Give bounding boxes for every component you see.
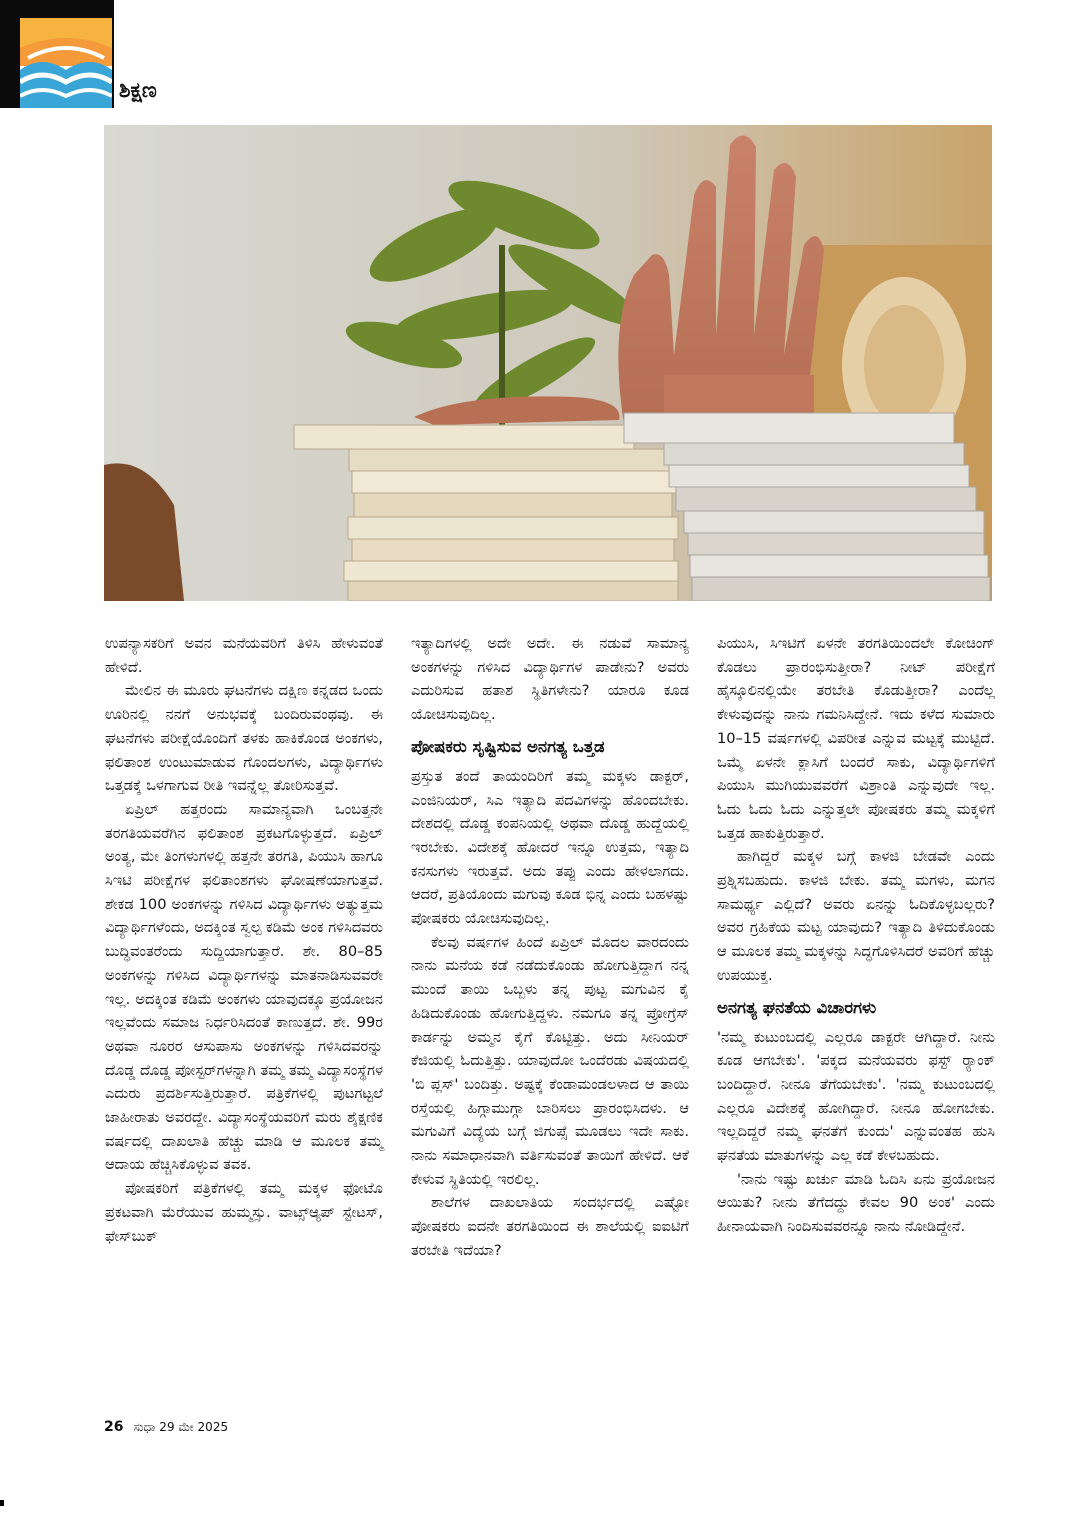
paragraph: ಇತ್ಯಾದಿಗಳಲ್ಲಿ ಅದೇ ಅದೇ. ಈ ನಡುವೆ ಸಾಮಾನ್ಯ ಅಂಕಗಳನ್ನು ಗಳಿಸಿದ ವಿದ್ಯಾರ್ಥಿಗಳ ಪಾಡೇನು? ಅವರು ಎದುರಿಸುವ ಹತಾಶ ಸ್ಥಿತಿಗಳೇನು? ಯಾರೂ ಕೂಡ ಯೋಚಿಸುವುದಿಲ್ಲ.	[411, 635, 689, 724]
paragraph: ಶಾಲೆಗಳ ದಾಖಲಾತಿಯ ಸಂದರ್ಭದಲ್ಲಿ ಎಷ್ಟೋ ಪೋಷಕರು ಐದನೇ ತರಗತಿಯಿಂದ ಈ ಶಾಲೆಯಲ್ಲಿ ಐಐಟಿಗೆ ತರಬೇತಿ ಇದೆಯಾ?	[411, 1194, 689, 1259]
paragraph: ಏಪ್ರಿಲ್ ಹತ್ತರಂದು ಸಾಮಾನ್ಯವಾಗಿ ಒಂಬತ್ತನೇ ತರಗತಿಯವರೆಗಿನ ಫಲಿತಾಂಶ ಪ್ರಕಟಗೊಳ್ಳುತ್ತದೆ. ಏಪ್ರಿಲ್ ಅಂತ್ಯ, ಮೇ ತಿಂಗಳುಗಳಲ್ಲಿ ಹತ್ತನೇ ತರಗತಿ, ಪಿಯುಸಿ ಹಾಗೂ ಸಿಇಟಿ ಪರೀಕ್ಷೆಗಳ ಫಲಿತಾಂಶಗಳು ಘೋಷಣೆಯಾಗುತ್ತವೆ. ಶೇಕಡ 100 ಅಂಕಗಳನ್ನು ಗಳಿಸಿದ ವಿದ್ಯಾರ್ಥಿಗಳು ಅತ್ಯುತ್ತಮ ವಿದ್ಯಾರ್ಥಿಗಳೆಂದು, ಅದಕ್ಕಿಂತ ಸ್ವಲ್ಪ ಕಡಿಮೆ ಅಂಕ ಗಳಿಸಿದವರು ಬುದ್ಧಿವಂತರೆಂದು ಸುದ್ದಿಯಾಗುತ್ತಾರೆ. ಶೇ. 80–85 ಅಂಕಗಳನ್ನು ಗಳಿಸಿದ ವಿದ್ಯಾರ್ಥಿಗಳನ್ನು ಮಾತನಾಡಿಸುವವರೇ ಇಲ್ಲ. ಅದಕ್ಕಿಂತ ಕಡಿಮೆ ಅಂಕಗಳು ಯಾವುದಕ್ಕೂ ಪ್ರಯೋಜನ ಇಲ್ಲವೆಂದು ಸಮಾಜ ನಿರ್ಧರಿಸಿದಂತೆ ಕಾಣುತ್ತದೆ. ಶೇ. 99ರ ಅಥವಾ ನೂರರ ಆಸುಪಾಸು ಅಂಕಗಳನ್ನು ಗಳಿಸಿದವರನ್ನು ದೊಡ್ಡ ದೊಡ್ಡ ಪೋಸ್ಟರ್‌ಗಳನ್ನಾಗಿ ತಮ್ಮ ತಮ್ಮ ವಿದ್ಯಾಸಂಸ್ಥೆಗಳ ಎದುರು ಪ್ರದರ್ಶಿಸುತ್ತಿರುತ್ತಾರೆ. ಪತ್ರಿಕೆಗಳಲ್ಲಿ ಪುಟಗಟ್ಟಲೆ ಜಾಹೀರಾತು ಅವರದ್ದೇ. ವಿದ್ಯಾಸಂಸ್ಥೆಯವರಿಗೆ ಮರು ಶೈಕ್ಷಣಿಕ ವರ್ಷದಲ್ಲಿ ದಾಖಲಾತಿ ಹೆಚ್ಚು ಮಾಡಿ ಆ ಮೂಲಕ ತಮ್ಮ ಆದಾಯ ಹೆಚ್ಚಿಸಿಕೊಳ್ಳುವ ತವಕ.	[105, 800, 383, 1174]
page-footer	[104, 1419, 228, 1435]
open-book-sun-icon	[20, 18, 112, 108]
paragraph: ಪ್ರಸ್ತುತ ತಂದೆ ತಾಯಂದಿರಿಗೆ ತಮ್ಮ ಮಕ್ಕಳು ಡಾಕ್ಟರ್, ಎಂಜಿನಿಯರ್, ಸಿಎ ಇತ್ಯಾದಿ ಪದವಿಗಳನ್ನು ಹೊಂದಬೇಕು. ದೇಶದಲ್ಲಿ ದೊಡ್ಡ ಕಂಪನಿಯಲ್ಲಿ ಅಥವಾ ದೊಡ್ಡ ಹುದ್ದೆಯಲ್ಲಿ ಇರಬೇಕು. ವಿದೇಶಕ್ಕೆ ಹೋದರೆ ಇನ್ನೂ ಉತ್ತಮ, ಇತ್ಯಾದಿ ಕನಸುಗಳು ಇರುತ್ತವೆ. ಅದು ತಪ್ಪು ಎಂದು ಹೇಳಲಾಗದು. ಆದರೆ, ಪ್ರತಿಯೊಂದು ಮಗುವು ಕೂಡ ಭಿನ್ನ ಎಂದು ಬಹಳಷ್ಟು ಪೋಷಕರು ಯೋಚಿಸುವುದಿಲ್ಲ.	[411, 767, 689, 928]
paragraph: ಹಾಗಿದ್ದರೆ ಮಕ್ಕಳ ಬಗ್ಗೆ ಕಾಳಜಿ ಬೇಡವೇ ಎಂದು ಪ್ರಶ್ನಿಸಬಹುದು. ಕಾಳಜಿ ಬೇಕು. ತಮ್ಮ ಮಗಳು, ಮಗನ ಸಾಮರ್ಥ್ಯ ಎಲ್ಲಿದೆ? ಅವರು ಏನನ್ನು ಓದಿಕೊಳ್ಳಬಲ್ಲರು? ಅವರ ಗ್ರಹಿಕೆಯ ಮಟ್ಟ ಯಾವುದು? ಇತ್ಯಾದಿ ತಿಳಿದುಕೊಂಡು ಆ ಮೂಲಕ ತಮ್ಮ ಮಕ್ಕಳನ್ನು ಸಿದ್ಧಗೊಳಿಸಿದರೆ ಅವರಿಗೆ ಹೆಚ್ಚು ಉಪಯುಕ್ತ.	[717, 848, 995, 984]
paragraph: ಪಿಯುಸಿ, ಸಿಇಟಿಗೆ ಏಳನೇ ತರಗತಿಯಿಂದಲೇ ಕೋಚಿಂಗ್ ಕೊಡಲು ಪ್ರಾರಂಭಿಸುತ್ತೀರಾ? ನೀಟ್ ಪರೀಕ್ಷೆಗೆ ಹೈಸ್ಕೂಲಿನಲ್ಲಿಯೇ ತರಬೇತಿ ಕೊಡುತ್ತೀರಾ? ಎಂದೆಲ್ಲ ಕೇಳುವುದನ್ನು ನಾನು ಗಮನಿಸಿದ್ದೇನೆ. ಇದು ಕಳೆದ ಸುಮಾರು 10–15 ವರ್ಷಗಳಲ್ಲಿ ವಿಪರೀತ ಎನ್ನುವ ಮಟ್ಟಕ್ಕೆ ಮುಟ್ಟಿದೆ. ಒಮ್ಮೆ ಏಳನೇ ಕ್ಲಾಸಿಗೆ ಬಂದರೆ ಸಾಕು, ವಿದ್ಯಾರ್ಥಿಗಳಿಗೆ ಪಿಯುಸಿ ಮುಗಿಯುವವರೆಗೆ ವಿಶ್ರಾಂತಿ ಎನ್ನುವುದೇ ಇಲ್ಲ. ಓದು ಓದು ಓದು ಎನ್ನುತ್ತಲೇ ಪೋಷಕರು ತಮ್ಮ ಮಕ್ಕಳಿಗೆ ಒತ್ತಡ ಹಾಕುತ್ತಿರುತ್ತಾರೆ.	[717, 635, 995, 842]
column-2	[411, 632, 689, 1263]
subheading: ಪೋಷಕರು ಸೃಷ್ಟಿಸುವ ಅನಗತ್ಯ ಒತ್ತಡ	[411, 736, 605, 756]
publication-info: ಸುಧಾ 29 ಮೇ 2025	[133, 1420, 229, 1434]
hero-photo	[104, 125, 992, 601]
paragraph: ಕೆಲವು ವರ್ಷಗಳ ಹಿಂದೆ ಏಪ್ರಿಲ್ ಮೊದಲ ವಾರದಂದು ನಾನು ಮನೆಯ ಕಡೆ ನಡೆದುಕೊಂಡು ಹೋಗುತ್ತಿದ್ದಾಗ ನನ್ನ ಮುಂದೆ ತಾಯಿ ಒಬ್ಬಳು ತನ್ನ ಪುಟ್ಟ ಮಗುವಿನ ಕೈ ಹಿಡಿದುಕೊಂಡು ಹೋಗುತ್ತಿದ್ದಳು. ನಮಗೂ ತನ್ನ ಪ್ರೋಗ್ರೆಸ್ ಕಾರ್ಡನ್ನು ಅಮ್ಮನ ಕೈಗೆ ಕೊಟ್ಟಿತ್ತು. ಅದು ಸೀನಿಯರ್ ಕೆಜಿಯಲ್ಲಿ ಓದುತ್ತಿತ್ತು. ಯಾವುದೋ ಒಂದೆರಡು ವಿಷಯದಲ್ಲಿ 'ಬಿ ಪ್ಲಸ್' ಬಂದಿತ್ತು. ಅಷ್ಟಕ್ಕೆ ಕೆಂಡಾಮಂಡಲಳಾದ ಆ ತಾಯಿ ರಸ್ತೆಯಲ್ಲಿ ಹಿಗ್ಗಾಮುಗ್ಗಾ ಬಾರಿಸಲು ಪ್ರಾರಂಭಿಸಿದಳು. ಆ ಮಗುವಿಗೆ ವಿದ್ಯೆಯ ಬಗ್ಗೆ ಜಿಗುಪ್ಸೆ ಮೂಡಲು ಇದೇ ಸಾಕು. ನಾನು ಸಮಾಧಾನವಾಗಿ ವರ್ತಿಸುವಂತೆ ತಾಯಿಗೆ ಹೇಳಿದೆ. ಆಕೆ ಕೇಳುವ ಸ್ಥಿತಿಯಲ್ಲಿ ಇರಲಿಲ್ಲ.	[411, 933, 689, 1188]
paragraph: ಮೇಲಿನ ಈ ಮೂರು ಘಟನೆಗಳು ದಕ್ಷಿಣ ಕನ್ನಡದ ಒಂದು ಊರಿನಲ್ಲಿ ನನಗೆ ಅನುಭವಕ್ಕೆ ಬಂದಿರುವಂಥವು. ಈ ಘಟನೆಗಳು ಪರೀಕ್ಷೆಯೊಂದಿಗೆ ತಳಕು ಹಾಕಿಕೊಂಡ ಅಂಕಗಳು, ಫಲಿತಾಂಶ ಉಂಟುಮಾಡುವ ಗೊಂದಲಗಳು, ವಿದ್ಯಾರ್ಥಿಗಳು ಒತ್ತಡಕ್ಕೆ ಒಳಗಾಗುವ ರೀತಿ ಇವನ್ನೆಲ್ಲ ತೋರಿಸುತ್ತವೆ.	[105, 682, 383, 795]
article-body	[105, 632, 995, 1263]
paragraph: ಉಪನ್ಯಾಸಕರಿಗೆ ಅವನ ಮನೆಯವರಿಗೆ ತಿಳಿಸಿ ಹೇಳುವಂತೆ ಹೇಳಿದೆ.	[105, 635, 383, 676]
section-label: ಶಿಕ್ಷಣ	[119, 78, 157, 102]
paragraph: 'ನಮ್ಮ ಕುಟುಂಬದಲ್ಲಿ ಎಲ್ಲರೂ ಡಾಕ್ಟರೇ ಆಗಿದ್ದಾರೆ. ನೀನು ಕೂಡ ಆಗಬೇಕು'. 'ಪಕ್ಕದ ಮನೆಯವರು ಫಸ್ಟ್ ರ‍್ಯಾಂಕ್ ಬಂದಿದ್ದಾರೆ. ನೀನೂ ತೆಗೆಯಬೇಕು'. 'ನಮ್ಮ ಕುಟುಂಬದಲ್ಲಿ ಎಲ್ಲರೂ ವಿದೇಶಕ್ಕೆ ಹೋಗಿದ್ದಾರೆ. ನೀನೂ ಹೋಗಬೇಕು. ಇಲ್ಲದಿದ್ದರೆ ನಮ್ಮ ಘನತೆಗೆ ಕುಂದು' ಎನ್ನುವಂತಹ ಹುಸಿ ಘನತೆಯ ಮಾತುಗಳನ್ನು ಎಲ್ಲ ಕಡೆ ಕೇಳಬಹುದು.	[717, 1028, 995, 1165]
column-3	[717, 632, 995, 1263]
column-1	[105, 632, 383, 1263]
crop-mark	[0, 1500, 4, 1506]
subheading: ಅನಗತ್ಯ ಘನತೆಯ ವಿಚಾರಗಳು	[717, 997, 877, 1017]
paragraph: ಪೋಷಕರಿಗೆ ಪತ್ರಿಕೆಗಳಲ್ಲಿ ತಮ್ಮ ಮಕ್ಕಳ ಫೋಟೊ ಪ್ರಕಟವಾಗಿ ಮೆರೆಯುವ ಹುಮ್ಮಸ್ಸು. ವಾಟ್ಸ್‌ಆ್ಯಪ್ ಸ್ಟೇಟಸ್, ಫೇಸ್‌ಬುಕ್	[105, 1180, 383, 1245]
page-number: 26	[104, 1419, 124, 1435]
paragraph: 'ನಾನು ಇಷ್ಟು ಖರ್ಚು ಮಾಡಿ ಓದಿಸಿ ಏನು ಪ್ರಯೋಜನ ಆಯಿತು? ನೀನು ತೆಗೆದದ್ದು ಕೇವಲ 90 ಅಂಕ' ಎಂದು ಹೀನಾಯವಾಗಿ ನಿಂದಿಸುವವರನ್ನೂ ನಾನು ನೋಡಿದ್ದೇನೆ.	[717, 1170, 995, 1236]
